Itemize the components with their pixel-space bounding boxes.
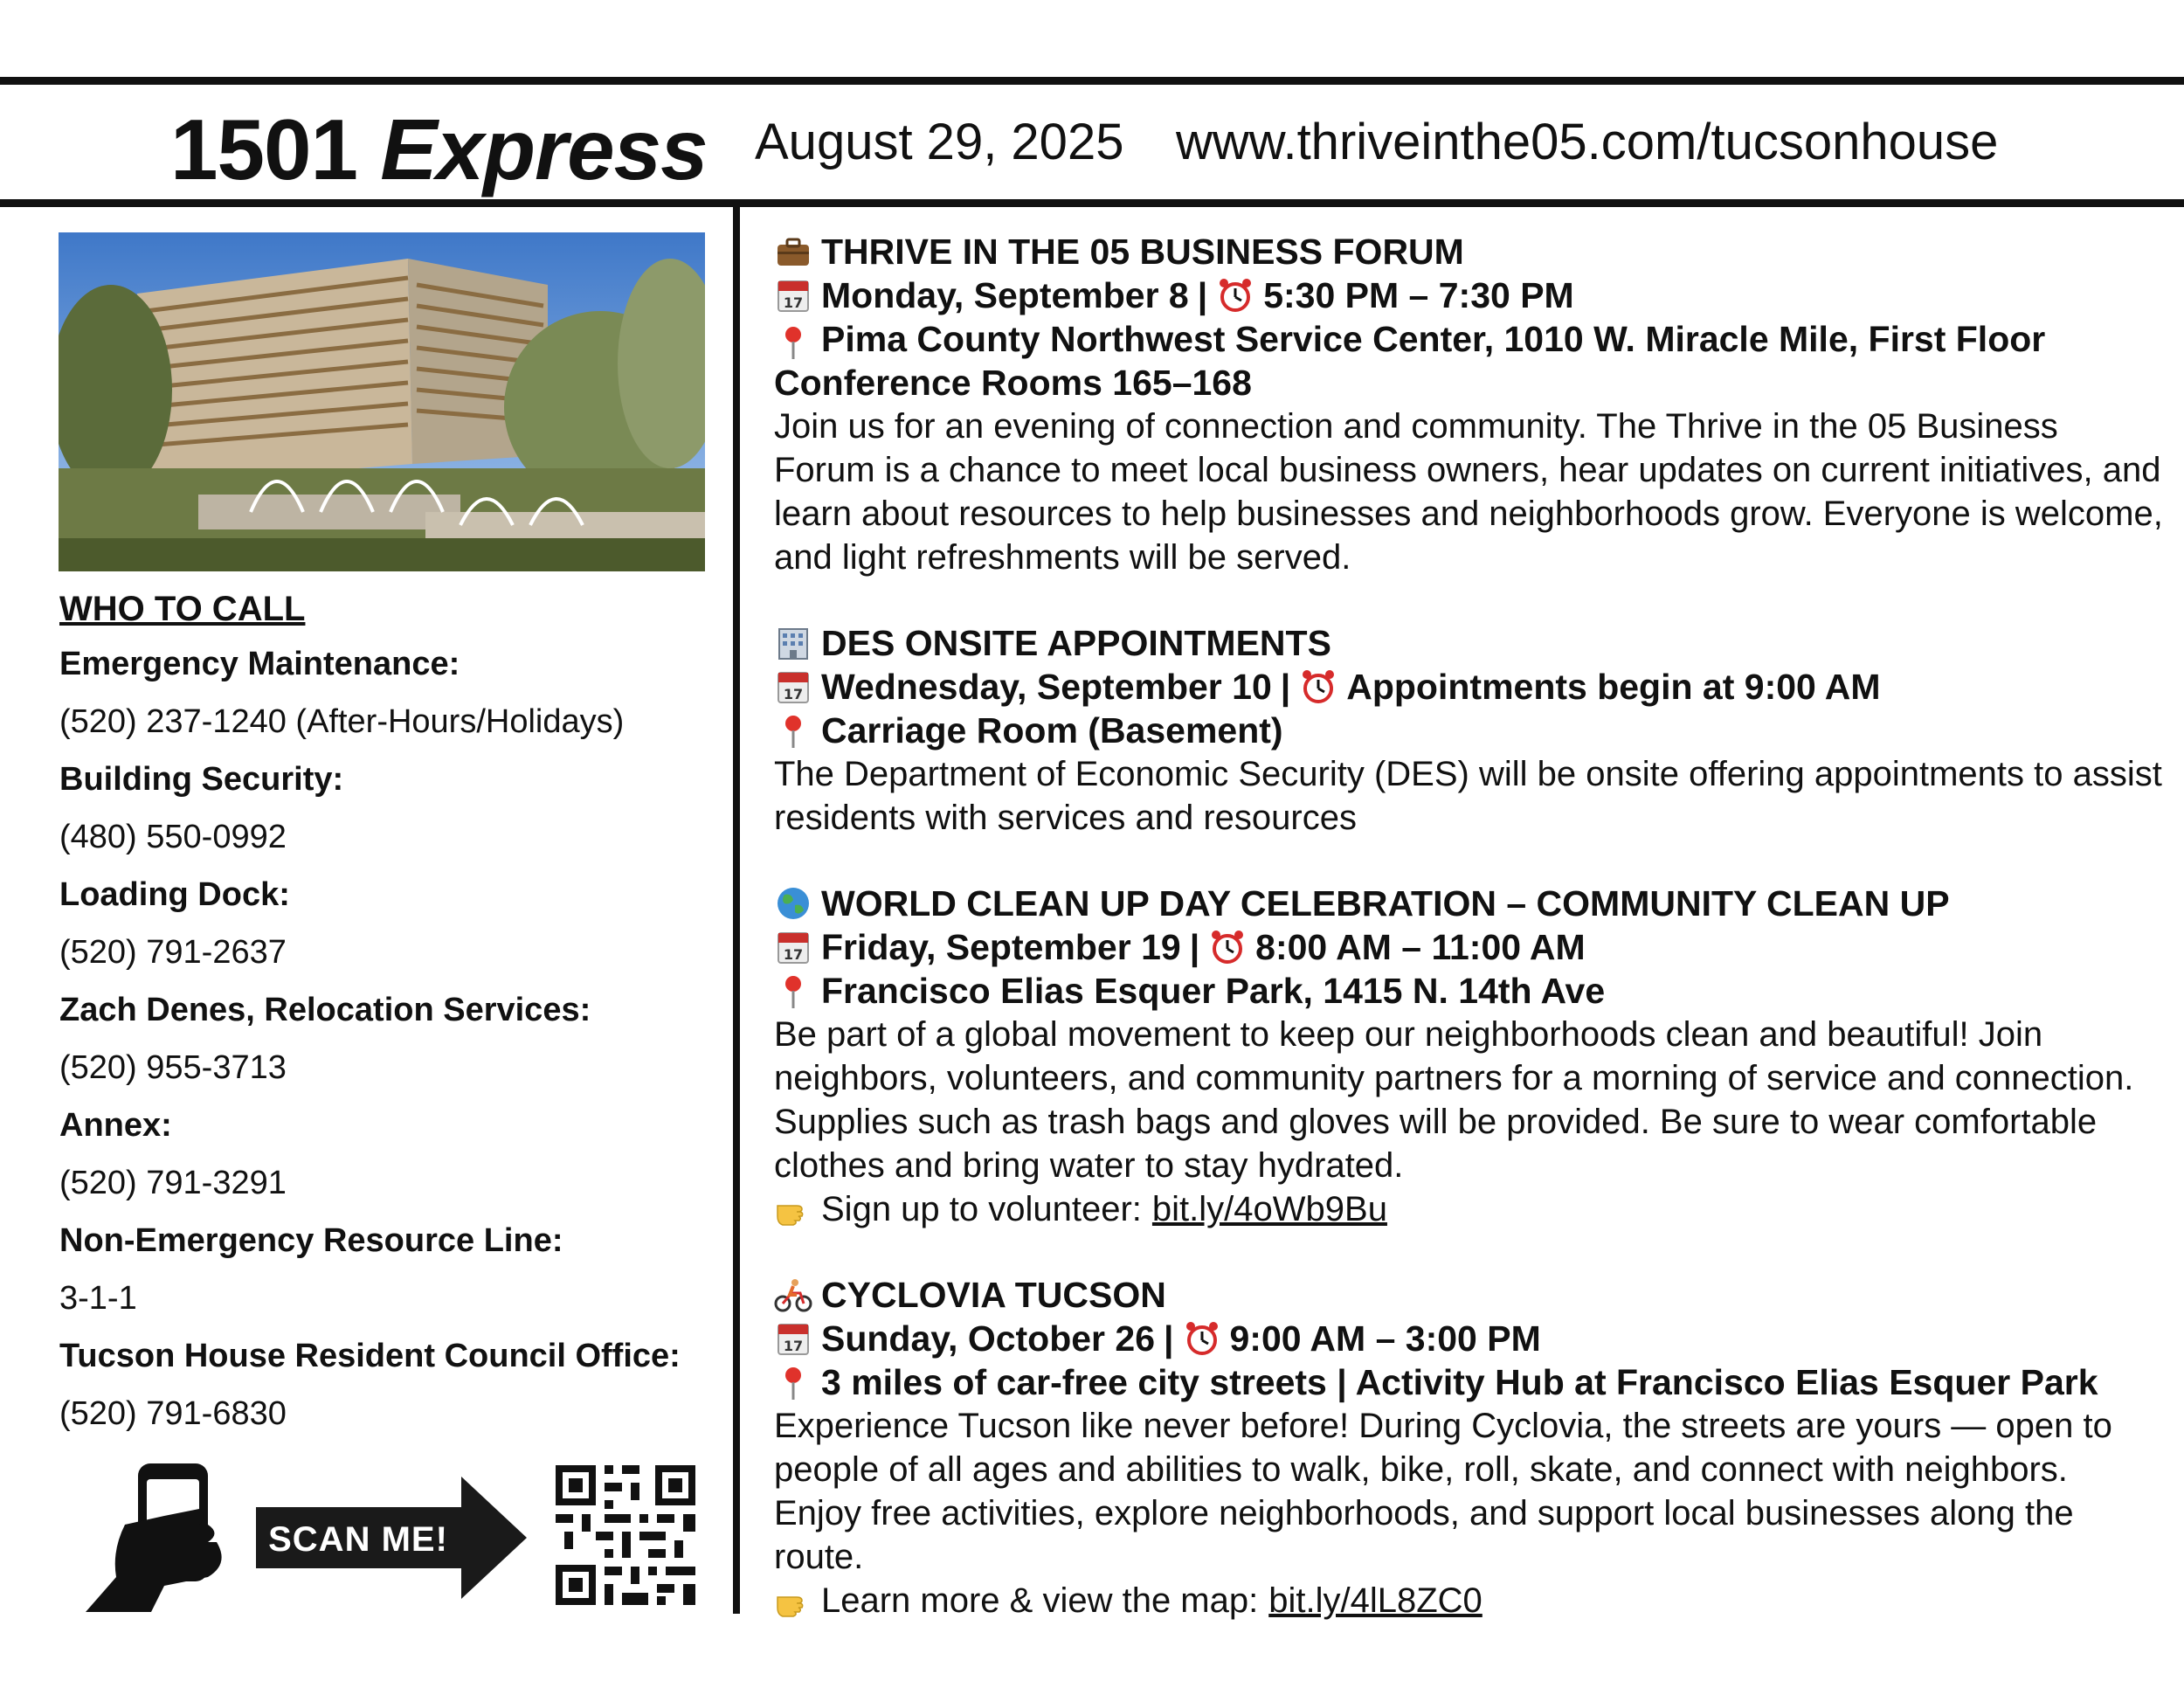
svg-text:17: 17 [783,1338,804,1355]
svg-text:17: 17 [783,686,804,703]
event-date: Wednesday, September 10 [821,667,1272,708]
event-time: 5:30 PM – 7:30 PM [1263,275,1574,315]
contact-phone[interactable]: 3-1-1 [59,1280,137,1317]
contact-item [59,988,723,1103]
event-location: Carriage Room (Basement) [821,710,1283,751]
event-date: Friday, September 19 [821,927,1181,968]
contact-item [59,1219,723,1334]
alarm-clock-icon [1183,1319,1221,1358]
contact-item [59,1334,723,1449]
top-rule [0,77,2184,85]
event-cyclovia-tucson [774,1273,2163,1622]
alarm-clock-icon [1208,928,1247,966]
event-link-label: Sign up to volunteer: [821,1190,1142,1229]
event-world-clean-up-day [774,882,2163,1231]
event-datetime-row: 17 Monday, September 8 | 5:30 PM – 7:30 PM [774,273,2163,317]
contact-phone[interactable]: (480) 550-0992 [59,819,287,855]
event-link-label: Learn more & view the map: [821,1581,1259,1621]
event-location: 3 miles of car-free city streets | Activity Hub at Francisco Elias Esquer Park [821,1362,2098,1403]
tucson-house-building-photo [59,232,705,571]
office-building-icon [774,624,812,662]
event-title-row [774,1273,2163,1317]
volunteer-signup-link[interactable]: bit.ly/4oWb9Bu [1151,1190,1387,1229]
event-thrive-business-forum [774,230,2163,579]
event-location: Pima County Northwest Service Center, 1010 W. Miracle Mile, First Floor Conference Rooms 165–168 [774,319,2046,404]
event-time: 9:00 AM – 3:00 PM [1229,1318,1541,1359]
contact-label: Building Security: [59,761,344,798]
contact-label: Non-Emergency Resource Line: [59,1222,563,1259]
newsletter-title: 1501 Express [170,101,708,197]
event-location: Francisco Elias Esquer Park, 1415 N. 14th Ave [821,971,1606,1012]
event-link-row [774,1187,2163,1231]
contact-phone[interactable]: (520) 791-6830 [59,1395,287,1432]
event-title-row [774,621,2163,665]
scan-me-banner [77,1455,706,1612]
issue-date: August 29, 2025 [755,114,1124,170]
map-pin-icon [774,322,812,361]
arrow-right-icon [256,1477,527,1599]
events-column [774,230,2163,1664]
event-datetime-row: 17 Wednesday, September 10 | Appointments begin at 9:00 AM [774,665,2163,709]
event-location-row [774,969,2163,1013]
event-time: 8:00 AM – 11:00 AM [1255,927,1586,968]
contact-item [59,642,723,758]
event-location-row [774,709,2163,752]
map-pin-icon [774,711,812,750]
contact-label: Zach Denes, Relocation Services: [59,992,591,1028]
event-datetime-row: 17 Sunday, October 26 | 9:00 AM – 3:00 PM [774,1317,2163,1360]
contact-label: Annex: [59,1107,172,1144]
cyclist-icon [774,1276,812,1314]
event-description: Be part of a global movement to keep our neighborhoods clean and beautiful! Join neighbors, volunteers, and community partners for a morning of service and connection. Supplies such as trash bags and gloves will be provided. Be sure to wear comfortable clothes and bring water to stay hydrated. [774,1015,2134,1186]
phone-in-hand-icon [86,1463,222,1612]
cyclovia-map-link[interactable]: bit.ly/4lL8ZC0 [1268,1581,1482,1621]
contact-label: Tucson House Resident Council Office: [59,1338,681,1374]
event-link-row [774,1579,2163,1622]
calendar-icon [774,276,812,315]
briefcase-icon [774,232,812,271]
calendar-icon [774,668,812,706]
event-date: Sunday, October 26 [821,1318,1156,1359]
qr-code-icon[interactable] [556,1465,695,1605]
map-pin-icon [774,972,812,1010]
pointing-hand-icon [774,1581,812,1620]
map-pin-icon [774,1363,812,1401]
event-title-row [774,882,2163,925]
who-to-call-heading: WHO TO CALL [59,590,306,628]
pointing-hand-icon [774,1190,812,1228]
contact-label: Emergency Maintenance: [59,646,460,682]
contact-item [59,873,723,988]
contact-item [59,1103,723,1219]
calendar-icon [774,1319,812,1358]
event-title-row [774,230,2163,273]
website-url[interactable]: www.thriveinthe05.com/tucsonhouse [1176,114,1999,170]
column-divider [733,207,740,1614]
contact-phone[interactable]: (520) 955-3713 [59,1049,287,1086]
alarm-clock-icon [1299,668,1337,706]
event-title: CYCLOVIA TUCSON [821,1275,1166,1316]
svg-text:17: 17 [783,946,804,964]
masthead [0,85,2184,199]
event-des-appointments [774,621,2163,840]
event-date: Monday, September 8 [821,275,1189,315]
event-time: Appointments begin at 9:00 AM [1346,667,1881,708]
contact-item [59,758,723,873]
masthead-bottom-rule [0,199,2184,207]
event-title: DES ONSITE APPOINTMENTS [821,623,1331,664]
event-location-row [774,1360,2163,1404]
event-datetime-row: 17 Friday, September 19 | 8:00 AM – 11:00 AM [774,925,2163,969]
svg-text:17: 17 [783,294,804,311]
globe-icon [774,884,812,923]
event-description: Experience Tucson like never before! During Cyclovia, the streets are yours — open to people of all ages and abilities to walk, bike, roll, skate, and connect with neighbors. Enjoy free activities, explore neighborhoods, and support local businesses along the route. [774,1407,2112,1577]
contact-phone[interactable]: (520) 791-3291 [59,1165,287,1201]
event-title: THRIVE IN THE 05 BUSINESS FORUM [821,232,1464,272]
event-title: WORLD CLEAN UP DAY CELEBRATION – COMMUNITY CLEAN UP [821,883,1950,924]
event-description: Join us for an evening of connection and community. The Thrive in the 05 Business Forum is a chance to meet local business owners, hear updates on current initiatives, and learn about resources to help businesses and neighborhoods grow. Everyone is welcome, and light refreshments will be served. [774,407,2163,578]
who-to-call-section [59,590,723,1449]
scan-me-label: SCAN ME! [268,1520,448,1559]
event-location-row [774,317,2163,405]
alarm-clock-icon [1216,276,1254,315]
contact-phone[interactable]: (520) 791-2637 [59,934,287,971]
contact-phone[interactable]: (520) 237-1240 (After-Hours/Holidays) [59,703,625,740]
event-description: The Department of Economic Security (DES) will be onsite offering appointments to assist residents with services and resources [774,755,2162,838]
contact-label: Loading Dock: [59,876,290,913]
calendar-icon [774,928,812,966]
